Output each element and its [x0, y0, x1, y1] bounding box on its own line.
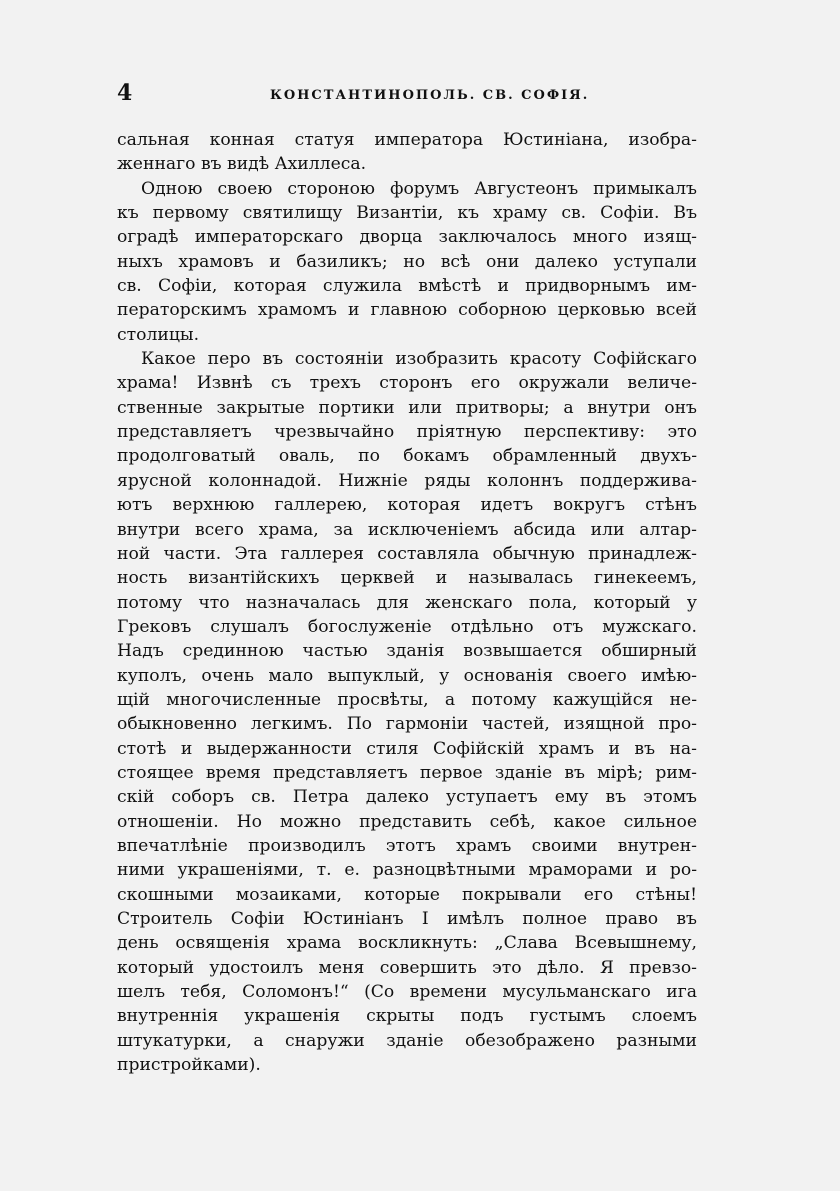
running-head: КОНСТАНТИНОПОЛЬ. СВ. СОФІЯ. [270, 88, 590, 103]
text-line: Одною своею стороною форумъ Августеонъ примыкалъ [141, 178, 697, 199]
text-line: впечатлѣніе производилъ этотъ храмъ своими внутрен- [117, 835, 697, 856]
text-line: стоящее время представляетъ первое зданіе въ мірѣ; рим- [117, 762, 697, 783]
text-line: обыкновенно легкимъ. По гармоніи частей, изящной про- [117, 714, 697, 735]
text-line: внутри всего храма, за исключеніемъ абсида или алтар- [117, 519, 697, 540]
text-line: ныхъ храмовъ и базиликъ; но всѣ они далеко уступали [117, 251, 697, 272]
body-text [117, 128, 697, 1077]
text-line: внутреннія украшенія скрыты подъ густымъ слоемъ [117, 1006, 697, 1027]
text-line: женнаго въ видѣ Ахиллеса. [117, 154, 367, 175]
text-line: который удостоилъ меня совершить это дѣло. Я превзо- [117, 957, 697, 978]
text-line: скошными мозаиками, которые покрывали его стѣны! [117, 884, 697, 905]
text-line: представляетъ чрезвычайно пріятную перспективу: это [117, 422, 697, 443]
text-line: стотѣ и выдержанности стиля Софійскій храмъ и въ на- [117, 738, 697, 759]
text-line: къ первому святилищу Византіи, къ храму св. Софіи. Въ [117, 203, 697, 224]
text-line: св. Софіи, которая служила вмѣстѣ и придворнымъ им- [117, 276, 697, 297]
text-line: ственные закрытые портики или притворы; а внутри онъ [117, 397, 697, 418]
text-line: ярусной колоннадой. Нижніе ряды колоннъ поддержива- [117, 470, 697, 491]
text-line: ность византійскихъ церквей и называлась гинекеемъ, [117, 568, 697, 589]
text-line: скій соборъ св. Петра далеко уступаетъ ему въ этомъ [117, 787, 697, 808]
text-line: Строитель Софіи Юстиніанъ I имѣлъ полное право въ [117, 909, 697, 929]
text-line: столицы. [117, 324, 200, 345]
text-line: ператорскимъ храмомъ и главною соборною церковью всей [117, 300, 697, 321]
text-line: оградѣ императорскаго дворца заключалось много изящ- [117, 227, 697, 248]
text-line: пристройками). [117, 1055, 261, 1076]
text-line: Надъ срединною частью зданія возвышается обширный [117, 641, 697, 662]
text-line: куполъ, очень мало выпуклый, у основанія своего имѣю- [117, 665, 697, 686]
text-line: отношеніи. Но можно представить себѣ, какое сильное [117, 811, 697, 832]
text-line: щій многочисленные просвѣты, а потому кажущійся не- [117, 689, 697, 710]
text-line: Грековъ слушалъ богослуженіе отдѣльно отъ мужскаго. [117, 616, 697, 637]
text-line: Какое перо въ состояніи изобразить красоту Софійскаго [141, 349, 697, 370]
text-line: штукатурки, а снаружи зданіе обезображено разными [117, 1030, 697, 1051]
text-line: ной части. Эта галлерея составляла обычную принадлеж- [117, 543, 697, 564]
text-line: потому что назначалась для женскаго пола, который у [117, 592, 697, 613]
text-line: сальная конная статуя императора Юстиніана, изобра- [117, 130, 697, 150]
text-line: ними украшеніями, т. е. разноцвѣтными мраморами и ро- [117, 860, 697, 881]
page-number: 4 [117, 80, 133, 106]
text-line: ютъ верхнюю галлерею, которая идетъ вокругъ стѣнъ [117, 495, 697, 516]
text-line: шелъ тебя, Соломонъ!“ (Со времени мусульманскаго ига [117, 982, 697, 1003]
text-line: продолговатый оваль, по бокамъ обрамленный двухъ- [117, 446, 697, 467]
text-line: день освященія храма воскликнуть: „Слава Всевышнему, [117, 933, 697, 954]
text-line: храма! Извнѣ съ трехъ сторонъ его окружали величе- [117, 373, 697, 394]
